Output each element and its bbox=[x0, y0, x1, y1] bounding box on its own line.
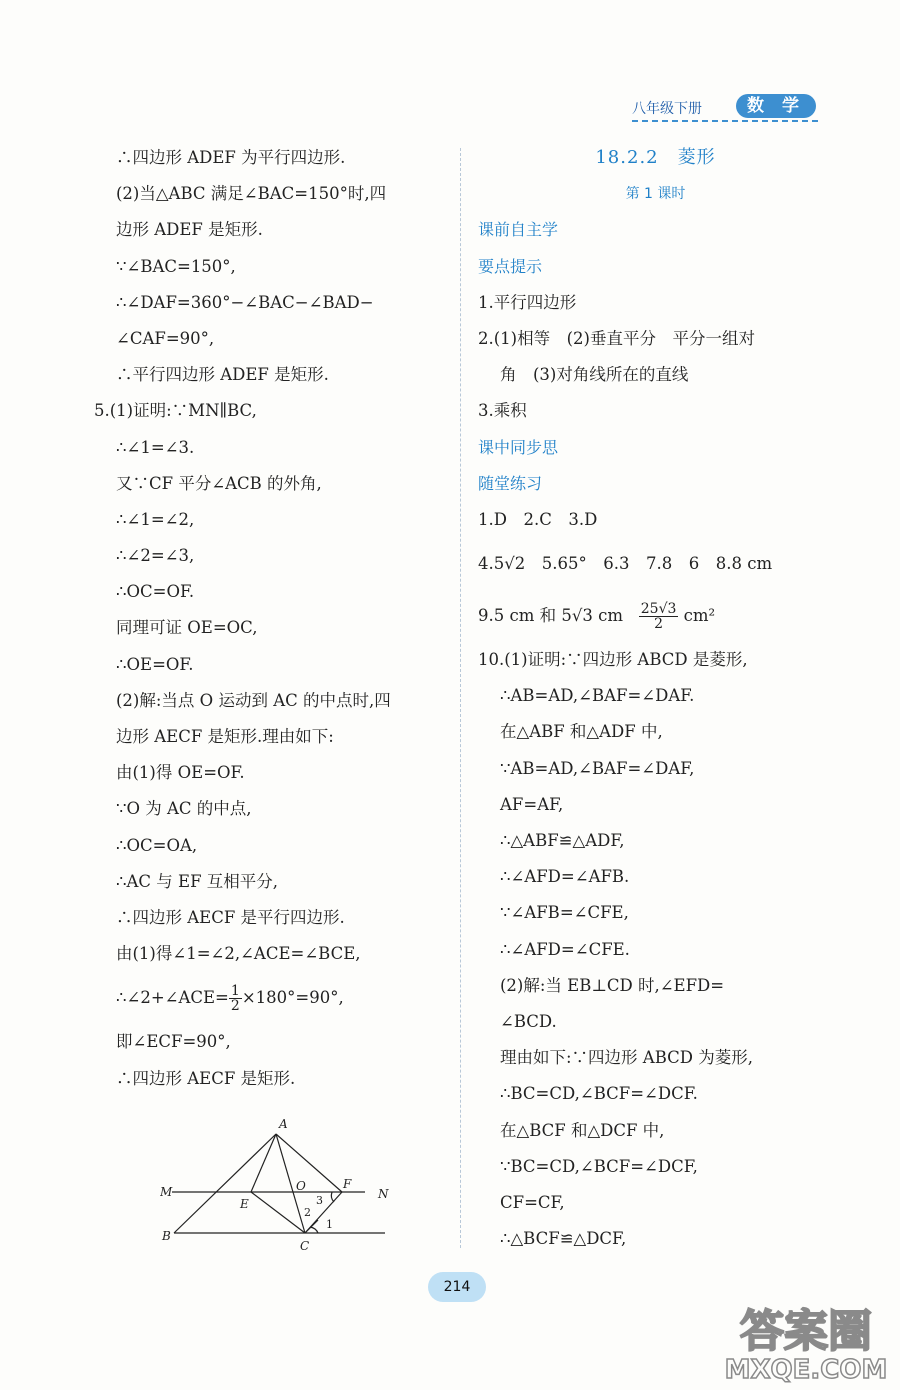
segment-ec bbox=[251, 1192, 305, 1233]
key-point-2b: 角 (3)对角线所在的直线 bbox=[500, 365, 689, 385]
answer-9-text: 9.5 cm 和 5√3 cm bbox=[478, 606, 624, 626]
section-preview: 课前自主学 bbox=[478, 220, 559, 240]
right-line-10: (2)解:当 EB⊥CD 时,∠EFD= bbox=[500, 975, 725, 995]
left-line-15: ∴OE=OF. bbox=[116, 654, 194, 674]
left-line-19: ∵O 为 AC 的中点, bbox=[116, 799, 252, 819]
grade-label: 八年级下册 bbox=[632, 101, 702, 117]
half-fraction bbox=[229, 984, 242, 1013]
area-unit: cm² bbox=[683, 606, 716, 626]
right-line-15: ∵BC=CD,∠BCF=∠DCF, bbox=[500, 1156, 698, 1176]
section-key-points: 要点提示 bbox=[478, 256, 543, 276]
right-line-3: 在△ABF 和△ADF 中, bbox=[500, 722, 663, 742]
left-line-8: 5.(1)证明:∵MN∥BC, bbox=[94, 401, 257, 421]
left-line-conclusion: ∴四边形 AECF 是矩形. bbox=[116, 1068, 296, 1088]
right-line-1: 10.(1)证明:∵四边形 ABCD 是菱形, bbox=[478, 650, 748, 670]
label-c: C bbox=[300, 1239, 310, 1252]
label-a: A bbox=[279, 1117, 288, 1131]
fraction-numerator: 1 bbox=[230, 983, 240, 1000]
label-angle-3: 3 bbox=[316, 1194, 323, 1207]
left-line-4: ∵∠BAC=150°, bbox=[116, 256, 236, 276]
right-line-16: CF=CF, bbox=[500, 1192, 565, 1212]
label-f: F bbox=[343, 1177, 352, 1191]
left-line-6: ∠CAF=90°, bbox=[116, 328, 215, 348]
left-line-23: 由(1)得∠1=∠2,∠ACE=∠BCE, bbox=[116, 944, 361, 964]
answer-9 bbox=[478, 590, 833, 642]
angle-arc-1 bbox=[310, 1227, 318, 1233]
right-line-2: ∴AB=AD,∠BAF=∠DAF. bbox=[500, 686, 695, 706]
left-line-14: 同理可证 OE=OC, bbox=[116, 618, 258, 638]
segment-c-ext bbox=[305, 1220, 318, 1233]
answers-4-8: 4.5√2 5.65° 6.3 7.8 6 8.8 cm bbox=[478, 554, 773, 574]
right-line-5: AF=AF, bbox=[500, 794, 564, 814]
left-line-10: 又∵CF 平分∠ACB 的外角, bbox=[116, 473, 322, 493]
left-line-20: ∴OC=OA, bbox=[116, 835, 198, 855]
left-line-7: ∴平行四边形 ADEF 是矩形. bbox=[116, 365, 329, 385]
left-line-17: 边形 AECF 是矩形.理由如下: bbox=[116, 727, 334, 746]
section-in-class: 课中同步思 bbox=[478, 437, 559, 457]
label-m: M bbox=[160, 1185, 173, 1199]
label-angle-1: 1 bbox=[326, 1218, 333, 1231]
left-line-3: 边形 ADEF 是矩形. bbox=[116, 220, 263, 240]
right-line-11: ∠BCD. bbox=[500, 1011, 557, 1031]
fraction-denominator: 2 bbox=[230, 998, 240, 1015]
subject-badge: 数 学 bbox=[736, 94, 816, 118]
section-title: 18.2.2 菱形 bbox=[595, 147, 716, 168]
segment-ab bbox=[174, 1134, 276, 1233]
geometry-figure bbox=[160, 1112, 400, 1252]
right-line-6: ∴△ABF≌△ADF, bbox=[500, 831, 625, 850]
left-line-12: ∴∠2=∠3, bbox=[116, 546, 195, 566]
watermark-logo bbox=[716, 1296, 896, 1384]
right-column bbox=[478, 140, 833, 1257]
label-angle-2: 2 bbox=[304, 1206, 311, 1219]
right-line-13: ∴BC=CD,∠BCF=∠DCF. bbox=[500, 1084, 698, 1104]
key-point-2a: 2.(1)相等 (2)垂直平分 平分一组对 bbox=[478, 328, 755, 348]
left-line-9: ∴∠1=∠3. bbox=[116, 437, 195, 457]
angle-sum-line bbox=[116, 972, 446, 1024]
answers-1-3: 1.D 2.C 3.D bbox=[478, 509, 598, 529]
right-line-14: 在△BCF 和△DCF 中, bbox=[500, 1120, 665, 1140]
right-line-8: ∵∠AFB=∠CFE, bbox=[500, 903, 629, 923]
angle-sum-suffix: ×180°=90°, bbox=[241, 988, 344, 1008]
label-e: E bbox=[240, 1197, 249, 1211]
label-n: N bbox=[378, 1187, 389, 1201]
left-line-16: (2)解:当点 O 运动到 AC 的中点时,四 bbox=[116, 690, 391, 710]
area-fraction bbox=[639, 602, 679, 631]
label-o: O bbox=[296, 1179, 306, 1193]
key-point-1: 1.平行四边形 bbox=[478, 292, 577, 312]
left-line-ecf: 即∠ECF=90°, bbox=[116, 1032, 231, 1052]
page-header bbox=[632, 92, 822, 124]
segment-ae bbox=[251, 1134, 276, 1192]
right-line-9: ∴∠AFD=∠CFE. bbox=[500, 939, 630, 959]
section-practice: 随堂练习 bbox=[478, 473, 543, 493]
area-denominator: 2 bbox=[654, 616, 664, 633]
left-line-11: ∴∠1=∠2, bbox=[116, 509, 195, 529]
left-line-1: ∴四边形 ADEF 为平行四边形. bbox=[116, 148, 346, 167]
left-line-22: ∴四边形 AECF 是平行四边形. bbox=[116, 907, 345, 927]
left-line-5: ∴∠DAF=360°−∠BAC−∠BAD− bbox=[116, 292, 374, 312]
angle-sum-prefix: ∴∠2+∠ACE= bbox=[116, 988, 229, 1008]
left-line-2: (2)当△ABC 满足∠BAC=150°时,四 bbox=[116, 184, 387, 204]
right-line-4: ∵AB=AD,∠BAF=∠DAF, bbox=[500, 758, 695, 778]
left-column bbox=[94, 140, 446, 1097]
left-line-21: ∴AC 与 EF 互相平分, bbox=[116, 871, 279, 891]
area-numerator: 25√3 bbox=[640, 601, 677, 618]
segment-af bbox=[276, 1134, 342, 1192]
header-dashed-line bbox=[632, 120, 818, 122]
watermark-url: MXQE.COM bbox=[724, 1355, 888, 1384]
lesson-label: 第 1 课时 bbox=[625, 186, 686, 203]
watermark-big-text: 答案圈 bbox=[740, 1306, 872, 1357]
right-line-17: ∴△BCF≌△DCF, bbox=[500, 1229, 627, 1249]
column-divider bbox=[460, 148, 461, 1248]
key-point-3: 3.乘积 bbox=[478, 401, 527, 421]
left-line-18: 由(1)得 OE=OF. bbox=[116, 763, 245, 783]
page-number: 214 bbox=[428, 1272, 486, 1302]
right-line-12: 理由如下:∵四边形 ABCD 为菱形, bbox=[500, 1048, 753, 1068]
left-line-13: ∴OC=OF. bbox=[116, 582, 195, 602]
right-line-7: ∴∠AFD=∠AFB. bbox=[500, 867, 630, 887]
label-b: B bbox=[162, 1229, 171, 1243]
